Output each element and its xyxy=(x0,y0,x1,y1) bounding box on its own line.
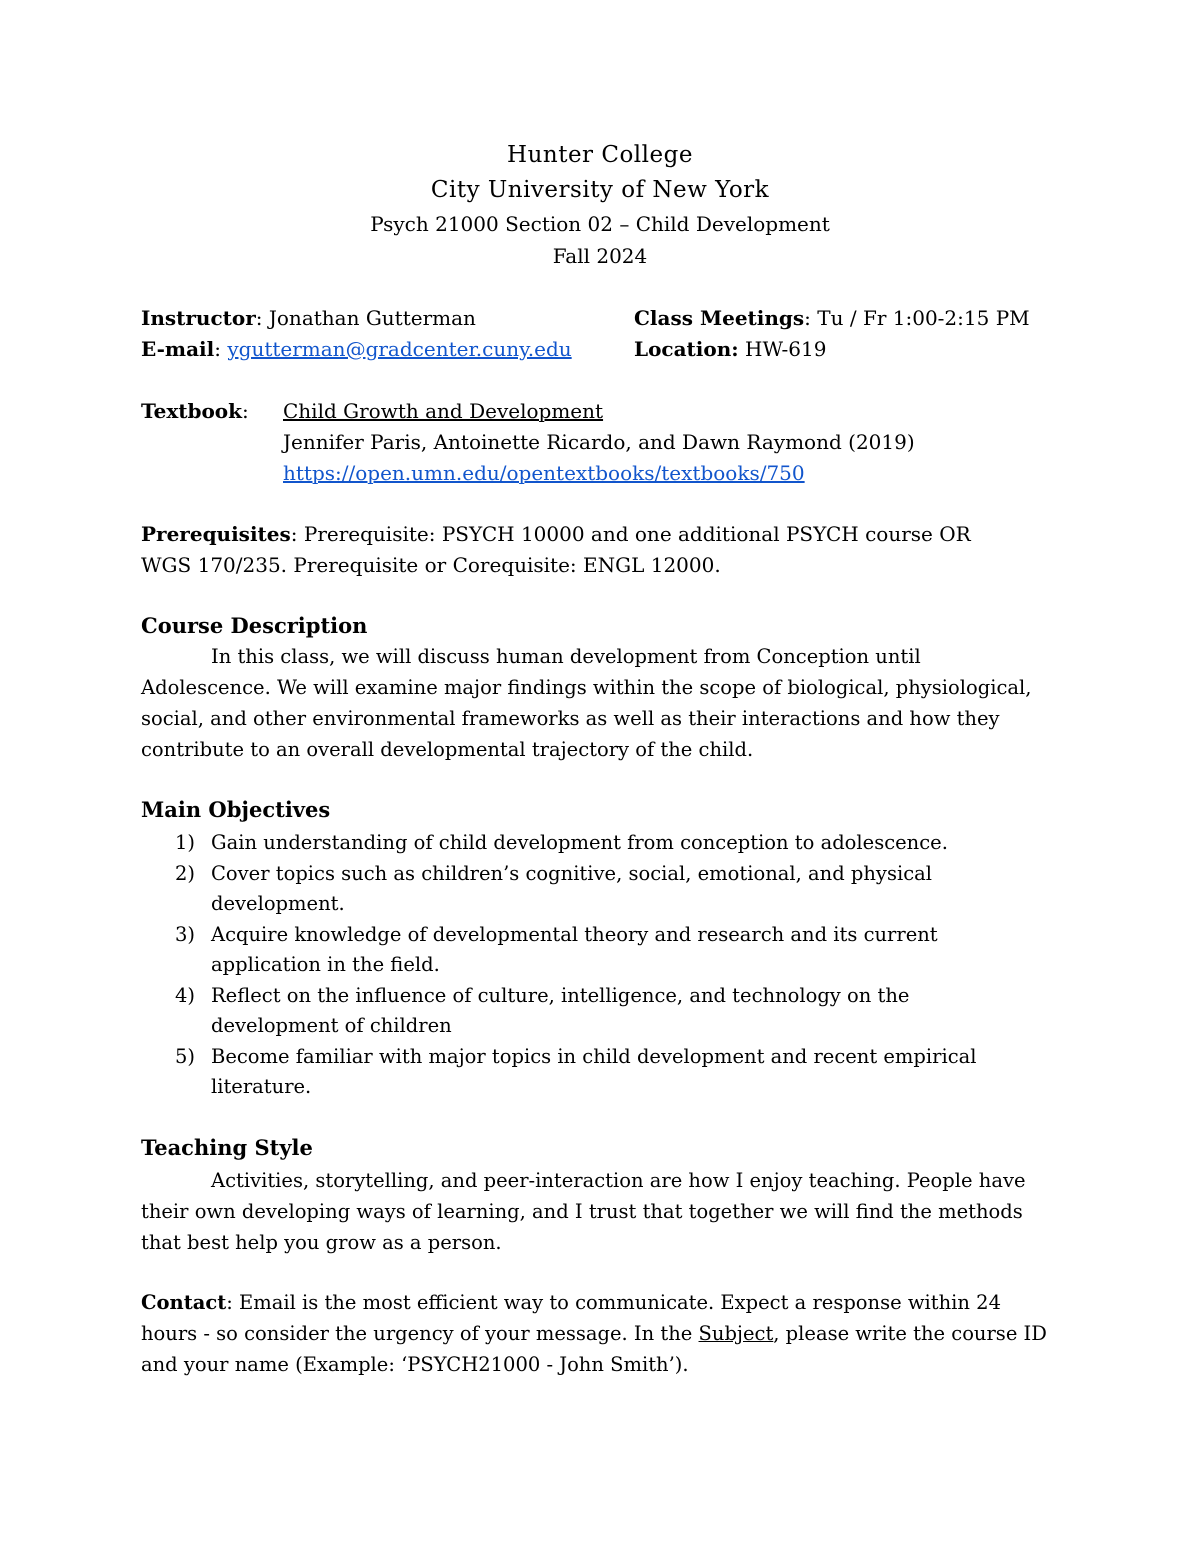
course-description-heading: Course Description xyxy=(141,613,368,638)
email-link[interactable]: ygutterman@gradcenter.cuny.edu xyxy=(227,337,572,361)
list-item-number: 4) xyxy=(175,983,196,1007)
instructor-label: Instructor xyxy=(141,306,256,330)
list-item-text: Reflect on the influence of culture, intelligence, and technology on the development of children xyxy=(211,983,910,1037)
list-item xyxy=(141,859,1041,920)
prerequisites-label: Prerequisites xyxy=(141,522,291,546)
list-item xyxy=(141,828,1041,859)
term-title: Fall 2024 xyxy=(552,244,648,268)
contact-paragraph xyxy=(141,1287,1061,1380)
location-line xyxy=(634,337,826,361)
prerequisites-text-1: Prerequisite: PSYCH 10000 and one additional PSYCH course OR xyxy=(303,522,971,546)
course-title: Psych 21000 Section 02 – Child Development xyxy=(370,212,830,236)
university-title: City University of New York xyxy=(430,177,770,203)
list-item-number: 2) xyxy=(175,861,196,885)
prerequisites-line-2: WGS 170/235. Prerequisite or Corequisite: ENGL 12000. xyxy=(141,553,721,577)
list-item-number: 5) xyxy=(175,1044,196,1068)
contact-text-before: : Email is the most efficient way to communicate. Expect a response within 24 hours - so consider the urgency of your message. In the xyxy=(141,1291,1001,1345)
textbook-label: Textbook xyxy=(141,399,242,423)
contact-label: Contact xyxy=(141,1291,227,1314)
list-item-text: Become familiar with major topics in child development and recent empirical literature. xyxy=(211,1044,977,1098)
teaching-style-text: Activities, storytelling, and peer-interaction are how I enjoy teaching. People have their own developing ways of learning, and I trust that together we will find the methods that best help you grow as a person. xyxy=(141,1169,1026,1254)
meetings-label: Class Meetings xyxy=(634,306,805,330)
email-label: E-mail xyxy=(141,337,215,361)
list-item-number: 3) xyxy=(175,922,196,946)
textbook-label-line: Textbook: xyxy=(141,399,249,423)
list-item-text: Gain understanding of child development from conception to adolescence. xyxy=(211,831,948,854)
teaching-style-heading: Teaching Style xyxy=(141,1135,313,1160)
prerequisites-line-1: Prerequisites: Prerequisite: PSYCH 10000 and one additional PSYCH course OR xyxy=(141,522,971,546)
instructor-value: Jonathan Gutterman xyxy=(268,306,476,330)
list-item xyxy=(141,981,1041,1042)
contact-subject-word: Subject xyxy=(698,1322,774,1345)
email-line: E-mail: ygutterman@gradcenter.cuny.edu xyxy=(141,337,572,361)
location-label: Location: xyxy=(634,337,739,361)
textbook-url-link[interactable]: https://open.umn.edu/opentextbooks/textbooks/750 xyxy=(283,461,805,485)
textbook-authors: Jennifer Paris, Antoinette Ricardo, and Dawn Raymond (2019) xyxy=(283,430,915,454)
list-item xyxy=(141,1042,1041,1103)
list-item xyxy=(141,920,1041,981)
contact-text-after: , please write the course ID and your name (Example: ‘PSYCH21000 - John Smith’). xyxy=(141,1322,1047,1376)
list-item-text: Acquire knowledge of developmental theory and research and its current application in the field. xyxy=(211,922,938,976)
course-description-text: In this class, we will discuss human development from Conception until Adolescence. We will examine major findings within the scope of biological, physiological, social, and other environmental frameworks as well as their interactions and how they contribute to an overall developmental trajectory of the child. xyxy=(141,645,1032,761)
main-objectives-heading: Main Objectives xyxy=(141,797,331,822)
instructor-line: Instructor: Jonathan Gutterman xyxy=(141,306,476,330)
objectives-list xyxy=(141,828,1041,1103)
textbook-title: Child Growth and Development xyxy=(283,399,604,423)
institution-title: Hunter College xyxy=(507,142,693,168)
meetings-line: Class Meetings: Tu / Fr 1:00-2:15 PM xyxy=(634,306,1030,330)
list-item-text: Cover topics such as children’s cognitive, social, emotional, and physical development. xyxy=(211,861,932,915)
location-value: HW-619 xyxy=(745,337,827,361)
list-item-number: 1) xyxy=(175,831,196,854)
meetings-value: Tu / Fr 1:00-2:15 PM xyxy=(817,306,1030,330)
